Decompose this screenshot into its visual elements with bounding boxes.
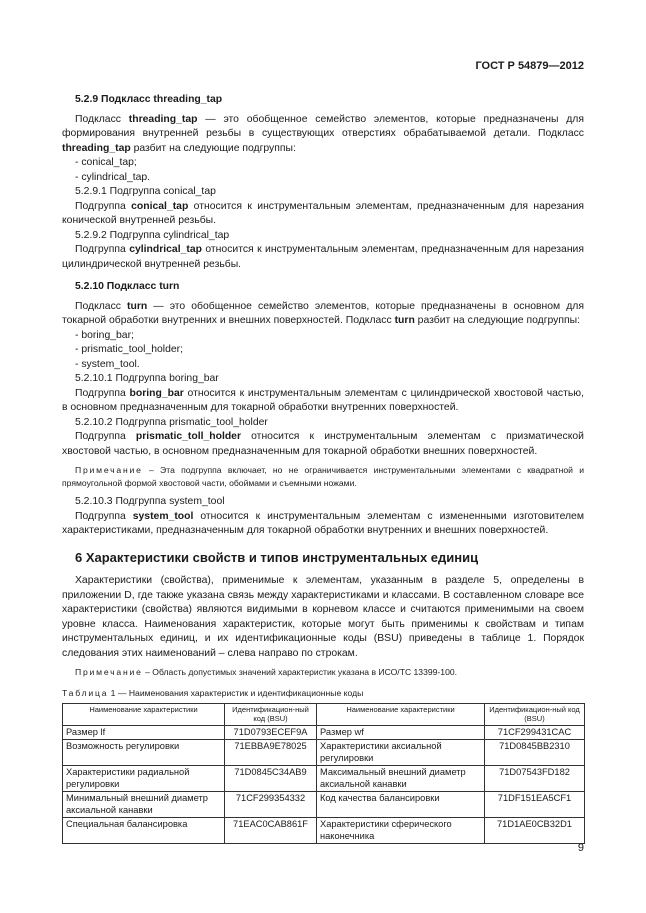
- column-header: Идентификацион-ный код (BSU): [225, 703, 317, 725]
- table-cell: Размер wf: [317, 725, 485, 740]
- table-cell: Размер lf: [63, 725, 225, 740]
- column-header: Наименование характеристики: [317, 703, 485, 725]
- heading-5-2-10: 5.2.10 Подкласс turn: [75, 281, 180, 292]
- standard-number: ГОСТ Р 54879—2012: [475, 60, 584, 72]
- paragraph: Подгруппа prismatic_toll_holder относится к инструментальным элементам с призматической хвостовой частью, в основном предназначенным для токарной обработки внешних поверхностей.: [62, 431, 584, 457]
- paragraph: Подгруппа system_tool относится к инструментальным элементам с измененными изготовителем характеристиками, предназначенным для токарной обработки внутренних и внешних поверхностей.: [62, 510, 584, 536]
- page-content: [62, 93, 584, 844]
- page-number: 9: [577, 842, 584, 854]
- table-row: [63, 766, 585, 792]
- list-item: - conical_tap;: [75, 157, 137, 168]
- paragraph: Подкласс threading_tap — это обобщенное семейство элементов, которые предназначены для формирования внутренней резьбы в существующих отверстиях обрабатываемой детали. Подкласс threading_tap разбит на следующие подгруппы:: [62, 113, 584, 154]
- list-item: - boring_bar;: [75, 329, 134, 341]
- table-cell: Характеристики сферического наконечника: [317, 818, 485, 844]
- characteristics-table: [62, 703, 585, 845]
- table-row: [63, 725, 585, 740]
- table-cell: 71CF299431CAC: [485, 725, 585, 740]
- subgroup-title: 5.2.9.1 Подгруппа conical_tap: [75, 186, 216, 197]
- column-header: Наименование характеристики: [63, 703, 225, 725]
- table-cell: 71D07543FD182: [485, 766, 585, 792]
- table-row: [63, 740, 585, 766]
- subgroup-title: 5.2.10.3 Подгруппа system_tool: [75, 496, 225, 507]
- table-cell: 71CF299354332: [225, 792, 317, 818]
- table-cell: Характеристики аксиальной регулировки: [317, 740, 485, 766]
- list-item: - cylindrical_tap.: [75, 171, 151, 183]
- table-row: [63, 792, 585, 818]
- table-cell: 71EAC0CAB861F: [225, 818, 317, 844]
- table-cell: 71DF151EA5CF1: [485, 792, 585, 818]
- paragraph: Подгруппа conical_tap относится к инструментальным элементам, предназначенным для нарезания конической внутренней резьбы.: [62, 200, 584, 226]
- table-row: [63, 818, 585, 844]
- table-header-row: [63, 703, 585, 725]
- table-cell: 71D0793ECEF9A: [225, 725, 317, 740]
- table-cell: 71D1AE0CB32D1: [485, 818, 585, 844]
- table-cell: 71EBBA9E78025: [225, 740, 317, 766]
- table-cell: 71D0845BB2310: [485, 740, 585, 766]
- subgroup-title: 5.2.10.1 Подгруппа boring_bar: [75, 373, 219, 384]
- table-cell: 71D0845C34AB9: [225, 766, 317, 792]
- table-cell: Характеристики радиальной регулировки: [63, 766, 225, 792]
- note: Примечание – Эта подгруппа включает, но не ограничивается инструментальными элементами с квадратной и прямоугольной формой хвостовой части, обоймами и съемными ножами.: [62, 465, 584, 488]
- table-cell: Максимальный внешний диаметр аксиальной канавки: [317, 766, 485, 792]
- subgroup-title: 5.2.10.2 Подгруппа prismatic_tool_holder: [75, 416, 268, 428]
- column-header: Идентификацион-ный код (BSU): [485, 703, 585, 725]
- table-caption: Таблица 1 — Наименования характеристик и идентификационные коды: [62, 688, 364, 698]
- subgroup-title: 5.2.9.2 Подгруппа cylindrical_tap: [75, 229, 230, 241]
- table-cell: Специальная балансировка: [63, 818, 225, 844]
- table-cell: Код качества балансировки: [317, 792, 485, 818]
- paragraph: Подгруппа cylindrical_tap относится к инструментальным элементам, предназначенным для нарезания цилиндрической внутренней резьбы.: [62, 244, 584, 270]
- table-cell: Возможность регулировки: [63, 740, 225, 766]
- paragraph: Подкласс turn — это обобщенное семейство элементов, которые предназначены в основном для токарной обработки внутренних и внешних поверхностей. Подкласс turn разбит на следующие подгруппы:: [62, 300, 584, 326]
- paragraph: Характеристики (свойства), применимые к элементам, указанным в разделе 5, определены в приложении D, где также указана связь между характеристиками и классами. В составленном словаре все характеристики (свойства) являются видимыми в корневом классе и считаются применимыми на своем уровне класса. Наименования характеристик, которые могут быть применимы к свойствам и типам инструментальных единиц, и их идентификационные коды (BSU) приведены в таблице 1. Порядок следования этих наименований – слева направо по строкам.: [62, 575, 584, 659]
- note: Примечание – Область допустимых значений характеристик указана в ИСО/ТС 13399-100.: [75, 667, 458, 677]
- paragraph: Подгруппа boring_bar относится к инструментальным элементам с цилиндрической хвостовой частью, в основном предназначенным для токарной обработки внутренних поверхностей.: [62, 387, 584, 413]
- list-item: - prismatic_tool_holder;: [75, 344, 183, 355]
- list-item: - system_tool.: [75, 358, 140, 370]
- heading-5-2-9: 5.2.9 Подкласс threading_tap: [75, 94, 223, 105]
- table-cell: Минимальный внешний диаметр аксиальной канавки: [63, 792, 225, 818]
- heading-section-6: 6 Характеристики свойств и типов инструментальных единиц: [75, 549, 479, 565]
